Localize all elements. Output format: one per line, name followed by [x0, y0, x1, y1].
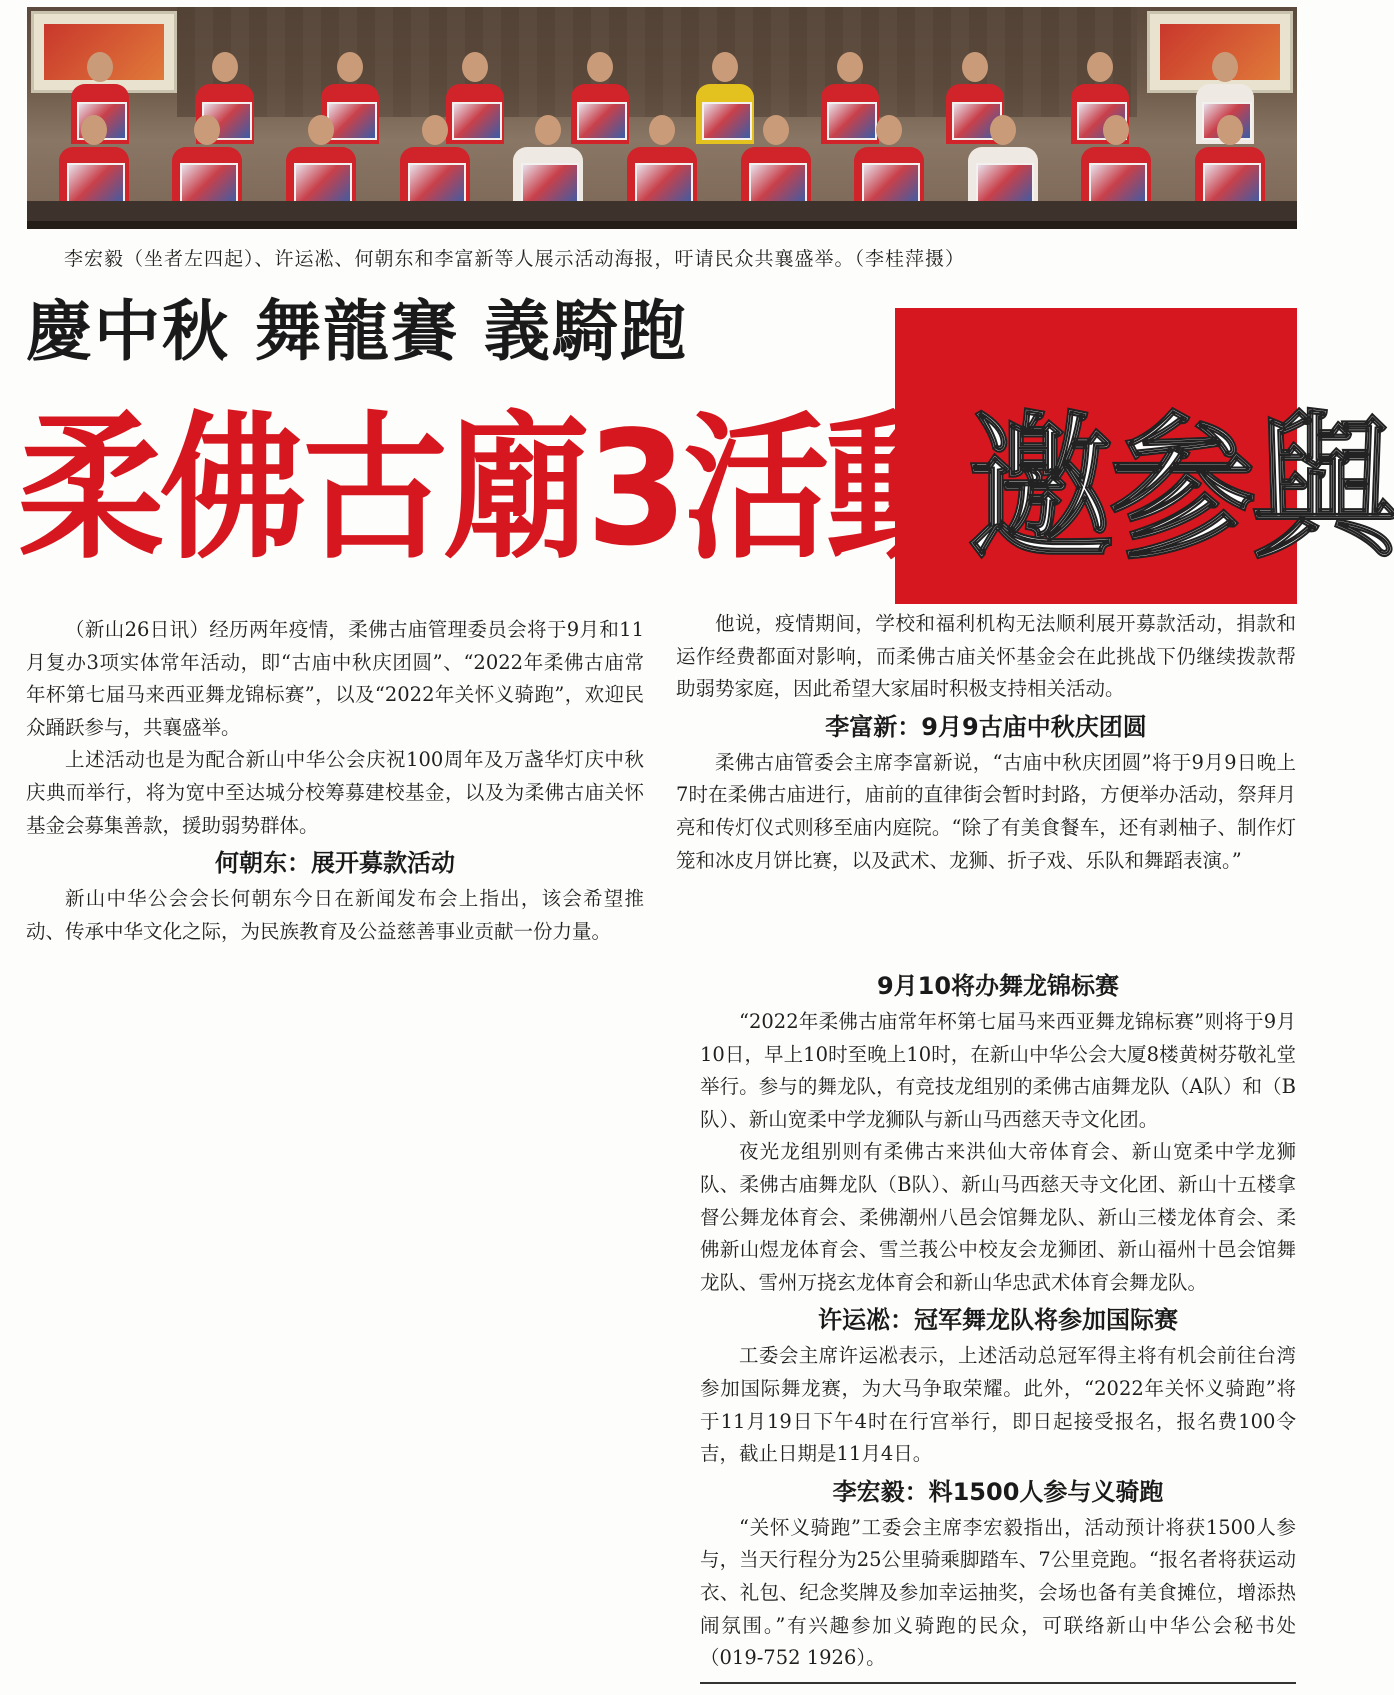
- photo-caption: 李宏毅（坐者左四起）、许运凇、何朝东和李富新等人展示活动海报，吁请民众共襄盛举。（李桂萍摄）: [64, 248, 966, 270]
- paragraph: 他说，疫情期间，学校和福利机构无法顺利展开募款活动，捐款和运作经费都面对影响，而柔佛古庙关怀基金会在此挑战下仍继续拨款帮助弱势家庭，因此希望大家届时积极支持相关活动。: [676, 612, 1296, 701]
- paragraph: 上述活动也是为配合新山中华公会庆祝100周年及万盏华灯庆中秋庆典而举行，将为宽中至达城分校筹募建校基金，以及为柔佛古庙关怀基金会募集善款，援助弱势群体。: [26, 748, 644, 837]
- main-headline: [18, 392, 1394, 586]
- kicker-headline: 慶中秋 舞龍賽 義騎跑: [26, 293, 688, 370]
- subheading: 李宏毅：料1500人参与义骑跑: [832, 1477, 1164, 1506]
- article-column-2: [676, 608, 1296, 877]
- photo-floor: [27, 221, 1297, 229]
- subheading: 许运凇：冠军舞龙队将参加国际赛: [818, 1306, 1178, 1335]
- paragraph: 工委会主席许运凇表示，上述活动总冠军得主将有机会前往台湾参加国际舞龙赛，为大马争取荣耀。此外，“2022年关怀义骑跑”将于11月19日下午4时在行宫举行，即日起接受报名，报名费100令吉，截止日期是11月4日。: [700, 1344, 1296, 1466]
- paragraph: 夜光龙组别则有柔佛古来洪仙大帝体育会、新山宽柔中学龙狮队、柔佛古庙舞龙队（B队）、新山马西慈天寺文化团、新山十五楼拿督公舞龙体育会、柔佛潮州八邑会馆舞龙队、新山三楼龙体育会、柔佛新山煜龙体育会、雪兰莪公中校友会龙狮团、新山福州十邑会馆舞龙队、雪州万挠玄龙体育会和新山华忠武术体育会舞龙队。: [700, 1140, 1296, 1294]
- paragraph: 新山中华公会会长何朝东今日在新闻发布会上指出，该会希望推动、传承中华文化之际，为民族教育及公益慈善事业贡献一份力量。: [26, 887, 644, 943]
- subheading: 李富新：9月9古庙中秋庆团圆: [825, 712, 1147, 741]
- article-column-3: [700, 965, 1296, 1675]
- bottom-rule: [700, 1682, 1296, 1684]
- subheading: 何朝东：展开募款活动: [215, 849, 455, 878]
- paragraph: “2022年柔佛古庙常年杯第七届马来西亚舞龙锦标赛”则将于9月10日，早上10时至晚上10时，在新山中华公会大厦8楼黄树芬敬礼堂举行。参与的舞龙队，有竞技龙组别的柔佛古庙舞龙队（A队）和（B队）、新山宽柔中学龙狮队与新山马西慈天寺文化团。: [700, 1010, 1296, 1131]
- headline-main: 柔佛古廟3活動: [18, 397, 968, 581]
- group-photo: [27, 7, 1297, 229]
- paragraph: （新山26日讯）经历两年疫情，柔佛古庙管理委员会将于9月和11月复办3项实体常年活动，即“古庙中秋庆团圆”、“2022年柔佛古庙常年杯第七届马来西亚舞龙锦标赛”，以及“2022年关怀义骑跑”，欢迎民众踊跃参与，共襄盛举。: [26, 618, 644, 739]
- headline-highlight: 邀参與: [967, 397, 1394, 581]
- paragraph: 柔佛古庙管委会主席李富新说，“古庙中秋庆团圆”将于9月9日晚上7时在柔佛古庙进行，庙前的直律街会暂时封路，方便举办活动，祭拜月亮和传灯仪式则移至庙内庭院。“除了有美食餐车，还有剥柚子、制作灯笼和冰皮月饼比赛，以及武术、龙狮、折子戏、乐队和舞蹈表演。”: [676, 750, 1296, 872]
- subheading: 9月10将办舞龙锦标赛: [876, 972, 1120, 1000]
- article-column-1: [26, 614, 644, 948]
- paragraph: “关怀义骑跑”工委会主席李宏毅指出，活动预计将获1500人参与，当天行程分为25公里骑乘脚踏车、7公里竞跑。“报名者将获运动衣、礼包、纪念奖牌及参加幸运抽奖，会场也备有美食摊位，增添热闹氛围。”有兴趣参加义骑跑的民众，可联络新山中华公会秘书处（019-752 1926）。: [700, 1515, 1296, 1670]
